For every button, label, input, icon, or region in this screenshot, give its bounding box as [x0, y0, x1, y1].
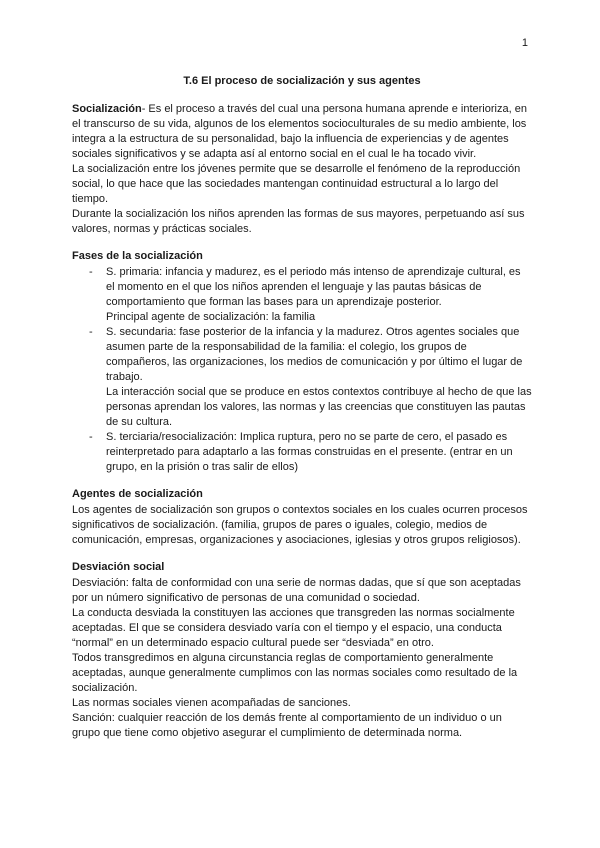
phase-text: - S. secundaria: fase posterior de la infancia y la madurez. Otros agentes sociales que asumen parte de la responsabilidad de la familia: el colegio, los grupos de compañeros, las organizaciones, los medios de comunicación y por último el lugar de trabajo.	[106, 326, 523, 383]
deviation-paragraph: La conducta desviada la constituyen las acciones que transgreden las normas socialmente aceptadas. El que se considera desviado varía con el tiempo y el espacio, una conducta “normal” en un determinado espacio cultural puede ser “desviada” en otro.	[72, 607, 515, 649]
list-item	[72, 325, 532, 430]
deviation-heading: Desviación social	[72, 561, 165, 573]
section-socializacion	[72, 102, 532, 237]
document-title: T.6 El proceso de socialización y sus agentes	[183, 75, 421, 87]
document-body	[72, 74, 532, 741]
phase-text: - S. primaria: infancia y madurez, es el periodo más intenso de aprendizaje cultural, es el momento en el que los niños aprenden el lenguaje y las pautas básicas de comportamiento que forman las bases para un aprendizaje posterior.	[106, 266, 521, 308]
section-fases	[72, 249, 532, 475]
agents-text: Los agentes de socialización son grupos o contextos sociales en los cuales ocurren procesos significativos de socialización. (familia, grupos de pares o iguales, colegio, medios de comunicación, empresas, organizaciones y asociaciones, iglesias y otros grupos religiosos).	[72, 504, 528, 546]
phase-note: La interacción social que se produce en estos contextos contribuye al hecho de que las personas aprendan los valores, las normas y las creencias que constituyen las pautas de su cultura.	[106, 386, 532, 428]
intro-paragraph: Durante la socialización los niños aprenden las formas de sus mayores, perpetuando así sus valores, normas y prácticas sociales.	[72, 208, 525, 235]
list-item	[72, 430, 532, 475]
deviation-paragraph: Todos transgredimos en alguna circunstancia reglas de comportamiento generalmente aceptadas, aunque generalmente cumplimos con las normas sociales como resultado de la socialización.	[72, 652, 518, 694]
section-desviacion	[72, 560, 532, 741]
phase-text: - S. terciaria/resocialización: Implica ruptura, pero no se parte de cero, el pasado es reinterpretado para adaptarlo a las formas construidas en el presente. (entrar en un grupo, en la prisión o tras salir de ellos)	[106, 431, 513, 473]
intro-definition-text: - Es el proceso a través del cual una persona humana aprende e interioriza, en el transcurso de su vida, algunos de los elementos socioculturales de su medio ambiente, los integra a la estructura de su personalidad, bajo la influencia de experiencias y de agentes sociales significativos y se adapta así al entorno social en el cual le ha tocado vivir.	[72, 103, 527, 160]
list-item	[72, 265, 532, 325]
phase-note: Principal agente de socialización: la familia	[106, 311, 316, 323]
deviation-paragraph: Sanción: cualquier reacción de los demás frente al comportamiento de un individuo o un grupo que tiene como objetivo asegurar el cumplimiento de determinada norma.	[72, 712, 502, 739]
intro-definition	[72, 102, 532, 162]
intro-term: Socialización	[72, 103, 142, 115]
section-agentes	[72, 487, 532, 548]
phases-heading: Fases de la socialización	[72, 250, 203, 262]
intro-paragraph: La socialización entre los jóvenes permite que se desarrolle el fenómeno de la reproducción social, lo que hace que las sociedades mantengan continuidad estructural a lo largo del tiempo.	[72, 163, 521, 205]
phases-list	[72, 265, 532, 475]
agents-heading: Agentes de socialización	[72, 488, 203, 500]
deviation-paragraph: Desviación: falta de conformidad con una serie de normas dadas, que sí que son aceptadas por un número significativo de personas de una comunidad o sociedad.	[72, 577, 521, 604]
deviation-paragraph: Las normas sociales vienen acompañadas de sanciones.	[72, 697, 351, 709]
page-number: 1	[521, 37, 528, 49]
